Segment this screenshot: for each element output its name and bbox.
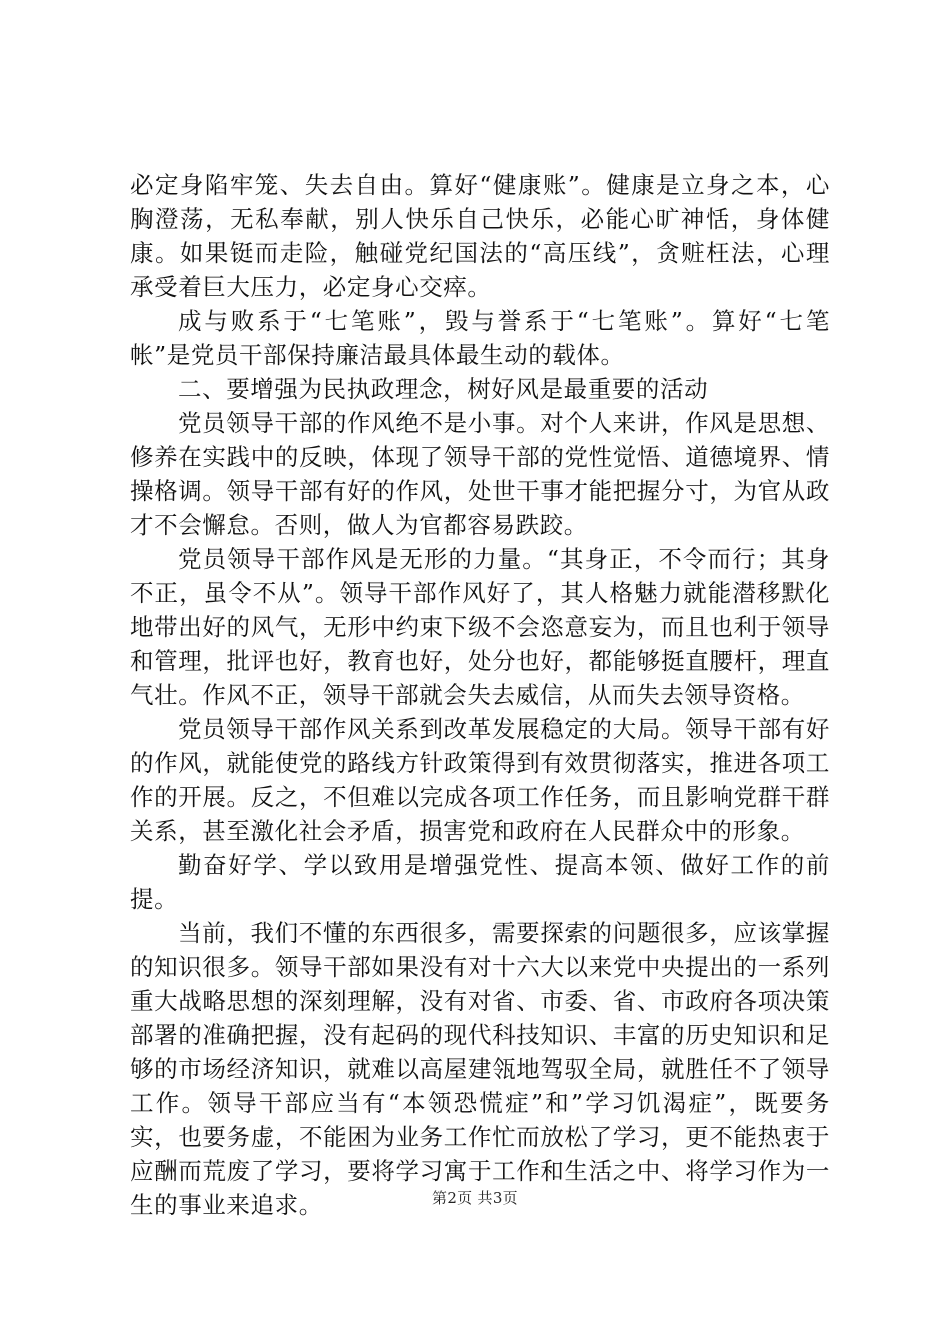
paragraph-health-account: 必定身陷牢笼、失去自由。算好“健康账”。健康是立身之本，心胸澄荡，无私奉献，别人快乐自己快乐，必能心旷神恬，身体健康。如果铤而走险，触碰党纪国法的“高压线”，贪赃枉法，心理承受着巨大压力，必定身心交瘁。 [130, 171, 830, 301]
paragraph-diligent-study: 勤奋好学、学以致用是增强党性、提高本领、做好工作的前提。 [130, 851, 830, 913]
paragraph-learning-pursuit: 当前，我们不懂的东西很多，需要探索的问题很多，应该掌握的知识很多。领导干部如果没有对十六大以来党中央提出的一系列重大战略思想的深刻理解，没有对省、市委、省、市政府各项决策部署的准确把握，没有起码的现代科技知识、丰富的历史知识和足够的市场经济知识，就难以高屋建瓴地驾驭全局，就胜任不了领导工作。领导干部应当有“本领恐慌症”和”学习饥渴症”，既要务实，也要务虚，不能困为业务工作忙而放松了学习，更不能热衷于应酬而荒废了学习，要将学习寓于工作和生活之中、将学习作为一生的事业来追求。 [130, 919, 830, 1219]
section-heading-two: 二、要增强为民执政理念，树好风是最重要的活动 [178, 375, 709, 403]
document-body [130, 168, 830, 1222]
page-number-footer: 第2页 共3页 [432, 1189, 518, 1207]
paragraph-reform-stability: 党员领导干部作风关系到改革发展稳定的大局。领导干部有好的作风，就能使党的路线方针政策得到有效贯彻落实，推进各项工作的开展。反之，不但难以完成各项工作任务，而且影响党群干群关系，甚至激化社会矛盾，损害党和政府在人民群众中的形象。 [130, 715, 830, 845]
paragraph-seven-accounts: 成与败系于“七笔账”，毁与誉系于“七笔账”。算好“七笔帐”是党员干部保持廉洁最具体最生动的载体。 [130, 307, 830, 369]
paragraph-invisible-power: 党员领导干部作风是无形的力量。“其身正，不令而行；其身不正，虽令不从”。领导干部作风好了，其人格魅力就能潜移默化地带出好的风气，无形中约束下级不会恣意妄为，而且也利于领导和管理，批评也好，教育也好，处分也好，都能够挺直腰杆，理直气壮。作风不正，领导干部就会失去威信，从而失去领导资格。 [130, 545, 830, 709]
paragraph-style-not-small: 党员领导干部的作风绝不是小事。对个人来讲，作风是思想、修养在实践中的反映，体现了领导干部的党性觉悟、道德境界、情操格调。领导干部有好的作风，处世干事才能把握分寸，为官从政才不会懈怠。否则，做人为官都容易跌跤。 [130, 409, 830, 539]
